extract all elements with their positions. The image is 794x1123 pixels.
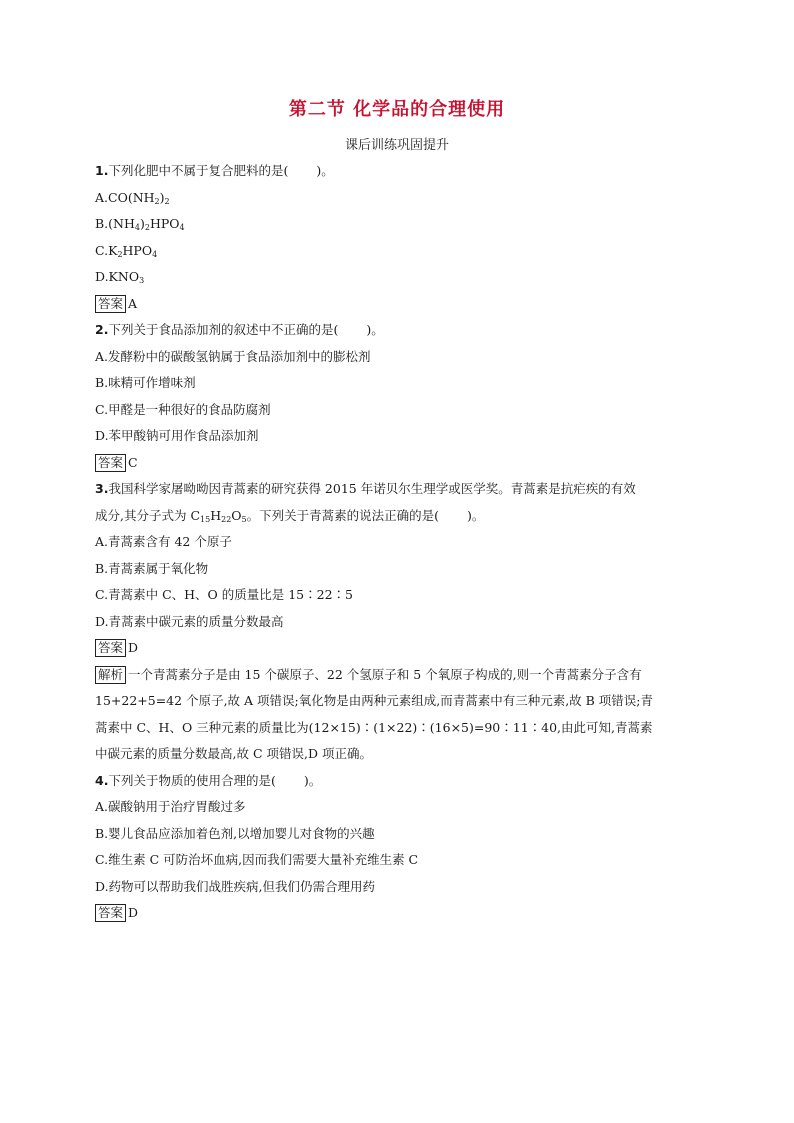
answer-label: 答案 bbox=[95, 454, 126, 472]
question-number: 1. bbox=[95, 163, 109, 178]
question-3-stem-line-1: 3.我国科学家屠呦呦因青蒿素的研究获得 2015 年诺贝尔生理学或医学奖。青蒿素是抗疟疾的有效 bbox=[95, 481, 636, 496]
question-3-answer: 答案 D bbox=[95, 635, 695, 662]
question-number: 4. bbox=[95, 772, 109, 788]
page-title: 第二节 化学品的合理使用 bbox=[288, 99, 506, 120]
question-3-option-b: B.青蒿素属于氧化物 bbox=[95, 560, 209, 576]
question-3-analysis-line-2: 15+22+5=42 个原子,故 A 项错误;氧化物是由两种元素组成,而青蒿素中有三种元素,故 B 项错误;青 bbox=[95, 693, 654, 708]
answer-label: 答案 bbox=[95, 904, 126, 922]
answer-label: 答案 bbox=[95, 295, 126, 313]
question-1-option-d: $D.KNO_3$ bbox=[95, 269, 145, 285]
question-4-option-d: D.药物可以帮助我们战胜疾病,但我们仍需合理用药 bbox=[95, 878, 376, 894]
question-2-option-b: B.味精可作增味剂 bbox=[95, 375, 196, 390]
answer-label: 答案 bbox=[95, 639, 126, 657]
analysis-label: 解析 bbox=[95, 666, 126, 684]
question-number: 2. bbox=[95, 322, 109, 337]
question-3-stem-line-2: 成分,其分子式为 $C_{15}H_{22}O_5$。下列关于青蒿素的说法正确的是( )。 bbox=[95, 507, 485, 524]
question-4-option-c: C.维生素 C 可防治坏血病,因而我们需要大量补充维生素 C bbox=[95, 852, 419, 867]
question-1-answer: 答案 A bbox=[95, 291, 695, 318]
question-2-answer: 答案 C bbox=[95, 450, 695, 477]
question-4-stem: 4.下列关于物质的使用合理的是( )。 bbox=[95, 772, 322, 788]
question-list bbox=[95, 158, 695, 927]
question-3-analysis-line-1: 解析 一个青蒿素分子是由 15 个碳原子、22 个氢原子和 5 个氧原子构成的,则一个青蒿素分子含有 bbox=[95, 662, 695, 689]
question-2-stem: 2.下列关于食品添加剂的叙述中不正确的是( )。 bbox=[95, 322, 384, 337]
question-1-option-b: $B.(NH_4)_2HPO_4$ bbox=[95, 216, 185, 232]
question-2-option-c: C.甲醛是一种很好的食品防腐剂 bbox=[95, 401, 271, 417]
question-number: 3. bbox=[95, 481, 109, 496]
question-3-option-c: C.青蒿素中 C、H、O 的质量比是 15∶22∶5 bbox=[95, 587, 353, 602]
question-1-option-c: $C.K_2HPO_4$ bbox=[95, 242, 158, 259]
question-4-option-b: B.婴儿食品应添加着色剂,以增加婴儿对食物的兴趣 bbox=[95, 825, 375, 841]
question-3-option-a: A.青蒿素含有 42 个原子 bbox=[95, 534, 232, 549]
question-1-option-a: $A.CO(NH_2)_2$ bbox=[95, 189, 170, 206]
question-3-analysis-line-3: 蒿素中 C、H、O 三种元素的质量比为(12×15)∶(1×22)∶(16×5)=90∶11∶40,由此可知,青蒿素 bbox=[95, 719, 653, 735]
page-subtitle: 课后训练巩固提升 bbox=[344, 138, 449, 153]
question-3-option-d: D.青蒿素中碳元素的质量分数最高 bbox=[95, 613, 284, 629]
question-4-answer: 答案 D bbox=[95, 900, 695, 927]
question-3-analysis-line-4: 中碳元素的质量分数最高,故 C 项错误,D 项正确。 bbox=[95, 746, 372, 761]
question-2-option-a: A.发酵粉中的碳酸氢钠属于食品添加剂中的膨松剂 bbox=[95, 348, 371, 364]
question-4-option-a: A.碳酸钠用于治疗胃酸过多 bbox=[95, 799, 246, 814]
question-1-stem: 1.下列化肥中不属于复合肥料的是( )。 bbox=[95, 163, 334, 178]
question-2-option-d: D.苯甲酸钠可用作食品添加剂 bbox=[95, 428, 259, 443]
